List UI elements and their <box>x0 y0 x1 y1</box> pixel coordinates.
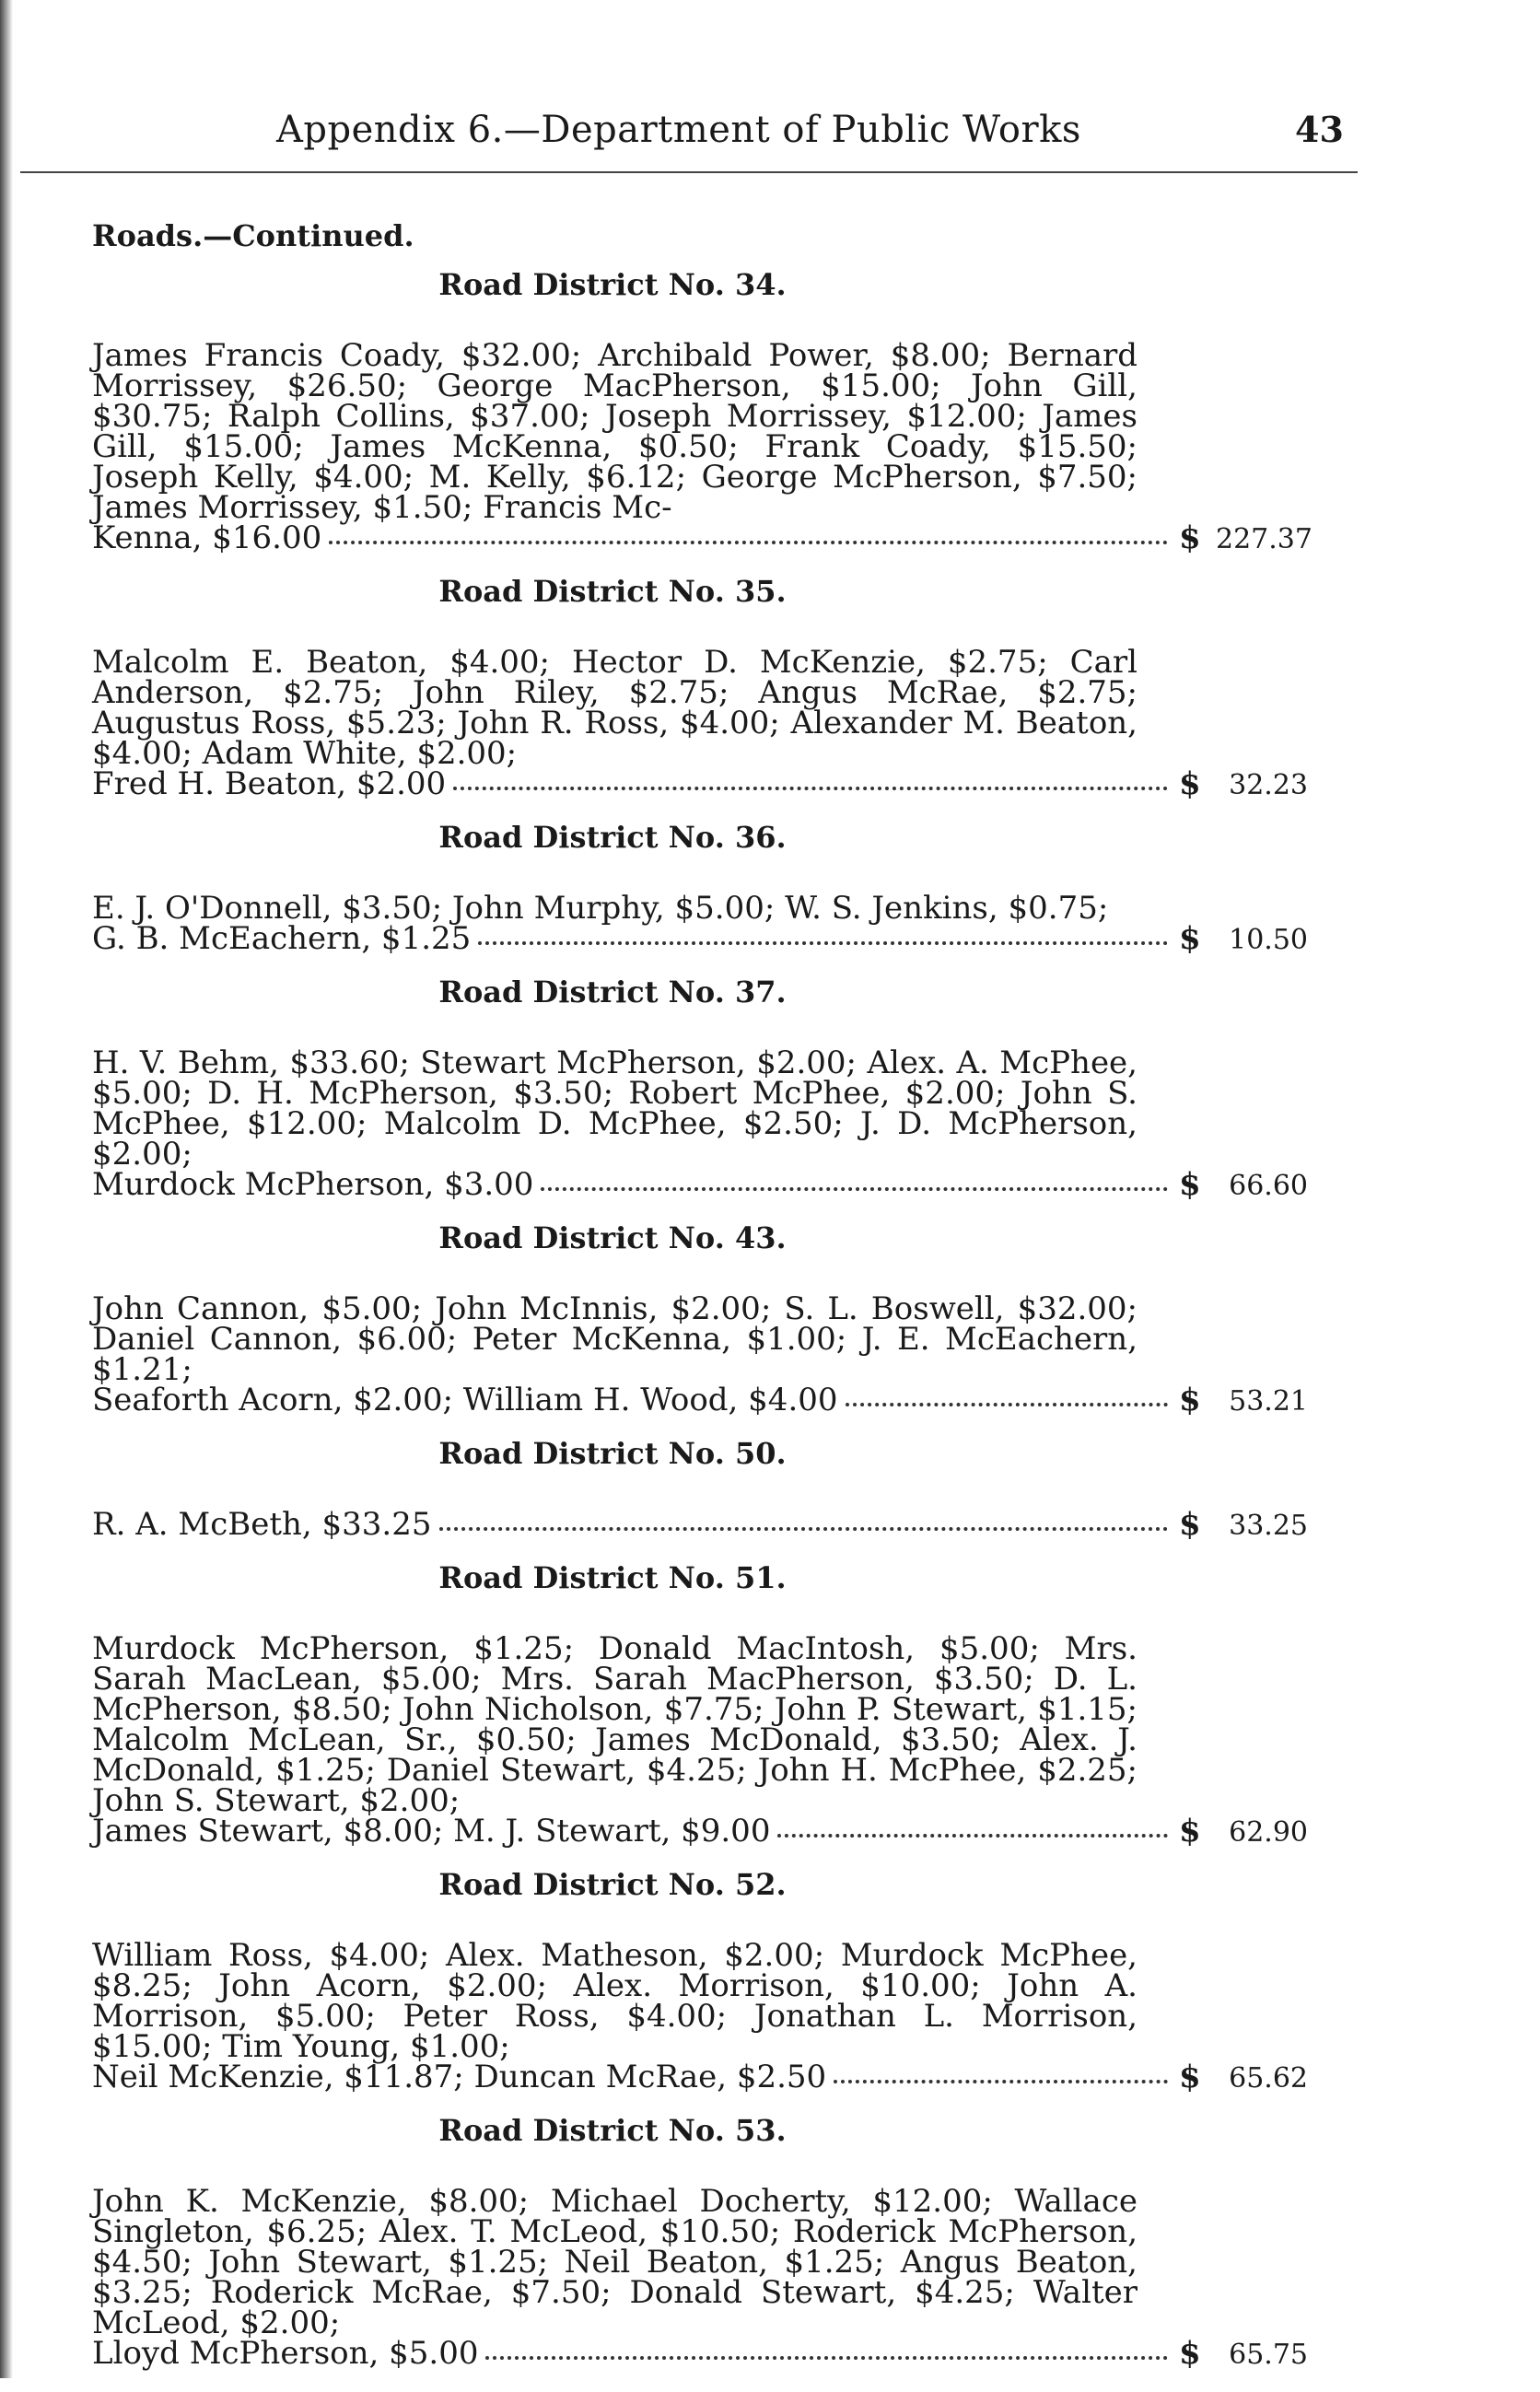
district-entries: Murdock McPherson, $1.25; Donald MacIntosh, $5.00; Mrs. Sarah MacLean, $5.00; Mrs. Sarah MacPherson, $3.50; D. L. McPherson, $8.50; John Nicholson, $7.75; John P. Stewart, $1.15; Malcolm McLean, Sr., $0.50; James McDonald, $3.50; Alex. J. McDonald, $1.25; Daniel Stewart, $4.25; John H. McPhee, $2.25; John S. Stewart, $2.00; <box>92 1630 1138 1819</box>
currency-sign: $ <box>1179 1166 1201 1203</box>
district-total-line <box>92 1813 1308 1849</box>
district-total-line <box>92 2335 1308 2372</box>
page-header <box>0 109 1540 164</box>
district-total: 33.25 <box>1229 1510 1308 1542</box>
district-last-entry: Seaforth Acorn, $2.00; William H. Wood, $4.00 <box>92 1382 838 1418</box>
running-title: Appendix 6.—Department of Public Works <box>276 109 1081 151</box>
district-heading: Road District No. 36. <box>438 820 787 855</box>
district-total: 66.60 <box>1229 1170 1308 1202</box>
dot-leader <box>453 786 1168 790</box>
district-entries: William Ross, $4.00; Alex. Matheson, $2.00; Murdock McPhee, $8.25; John Acorn, $2.00; Alex. Morrison, $10.00; John A. Morrison, $5.00; Peter Ross, $4.00; Jonathan L. Morrison, $15.00; Tim Young, $1.00; <box>92 1937 1138 2065</box>
district-total-line <box>92 2059 1308 2095</box>
district-total: 10.50 <box>1229 924 1308 956</box>
district-total-line <box>92 1166 1308 1203</box>
district-total: 65.62 <box>1229 2062 1308 2094</box>
district-heading: Road District No. 52. <box>438 1867 787 1902</box>
dot-leader <box>846 1402 1168 1406</box>
district-entries: E. J. O'Donnell, $3.50; John Murphy, $5.00; W. S. Jenkins, $0.75; <box>92 890 1109 927</box>
district-total-line <box>92 1506 1308 1543</box>
district-entries: John Cannon, $5.00; John McInnis, $2.00; S. L. Boswell, $32.00; Daniel Cannon, $6.00; Peter McKenna, $1.00; J. E. McEachern, $1.21; <box>92 1290 1138 1388</box>
dot-leader <box>478 940 1168 945</box>
district-heading: Road District No. 34. <box>438 267 787 302</box>
road-district-43 <box>92 1220 1308 1418</box>
road-district-51 <box>92 1560 1308 1849</box>
currency-sign: $ <box>1179 2059 1201 2095</box>
currency-sign: $ <box>1179 1382 1201 1418</box>
dot-leader <box>485 2355 1168 2360</box>
book-binding-edge <box>0 0 13 2378</box>
district-heading: Road District No. 51. <box>438 1560 787 1595</box>
page-number: 43 <box>1295 109 1344 150</box>
district-heading: Road District No. 53. <box>438 2113 787 2148</box>
road-district-53 <box>92 2113 1308 2372</box>
currency-sign: $ <box>1179 1506 1201 1543</box>
district-last-entry: Kenna, $16.00 <box>92 519 322 556</box>
district-total-line <box>92 519 1312 556</box>
district-last-entry: R. A. McBeth, $33.25 <box>92 1506 432 1543</box>
dot-leader <box>329 540 1168 544</box>
district-total: 227.37 <box>1216 523 1312 555</box>
currency-sign: $ <box>1179 519 1201 556</box>
dot-leader <box>439 1526 1169 1531</box>
district-total: 53.21 <box>1229 1385 1308 1418</box>
district-total: 32.23 <box>1229 769 1308 801</box>
currency-sign: $ <box>1179 2335 1201 2372</box>
road-district-37 <box>92 974 1308 1203</box>
dot-leader <box>541 1186 1168 1191</box>
dot-leader <box>777 1833 1168 1838</box>
currency-sign: $ <box>1179 765 1201 802</box>
district-total-line <box>92 1382 1308 1418</box>
currency-sign: $ <box>1179 1813 1201 1849</box>
district-last-entry: Murdock McPherson, $3.00 <box>92 1166 534 1203</box>
page-body <box>92 218 1312 2392</box>
district-last-entry: Lloyd McPherson, $5.00 <box>92 2335 479 2372</box>
district-total-line <box>92 920 1308 957</box>
section-label: Roads.—Continued. <box>92 218 414 253</box>
district-heading: Road District No. 37. <box>438 974 787 1009</box>
header-rule <box>20 171 1358 173</box>
district-heading: Road District No. 50. <box>438 1436 787 1471</box>
district-last-entry: Fred H. Beaton, $2.00 <box>92 765 447 802</box>
district-entries: H. V. Behm, $33.60; Stewart McPherson, $2.00; Alex. A. McPhee, $5.00; D. H. McPherson, $3.50; Robert McPhee, $2.00; John S. McPhee, $12.00; Malcolm D. McPhee, $2.50; J. D. McPherson, $2.00; <box>92 1044 1138 1173</box>
district-total: 65.75 <box>1229 2339 1308 2371</box>
district-heading: Road District No. 35. <box>438 574 787 609</box>
district-entries: Malcolm E. Beaton, $4.00; Hector D. McKenzie, $2.75; Carl Anderson, $2.75; John Riley, $2.75; Angus McRae, $2.75; Augustus Ross, $5.23; John R. Ross, $4.00; Alexander M. Beaton, $4.00; Adam White, $2.00; <box>92 644 1138 772</box>
road-district-34 <box>92 267 1312 556</box>
road-district-35 <box>92 574 1308 802</box>
dot-leader <box>834 2079 1168 2083</box>
district-last-entry: Neil McKenzie, $11.87; Duncan McRae, $2.50 <box>92 2059 827 2095</box>
district-last-entry: James Stewart, $8.00; M. J. Stewart, $9.00 <box>92 1813 771 1849</box>
district-heading: Road District No. 43. <box>438 1220 787 1255</box>
road-district-52 <box>92 1867 1308 2095</box>
district-total: 62.90 <box>1229 1816 1308 1849</box>
district-last-entry: G. B. McEachern, $1.25 <box>92 920 472 957</box>
road-district-36 <box>92 820 1308 957</box>
district-entries: James Francis Coady, $32.00; Archibald Power, $8.00; Bernard Morrissey, $26.50; George MacPherson, $15.00; John Gill, $30.75; Ralph Collins, $37.00; Joseph Morrissey, $12.00; James Gill, $15.00; James McKenna, $0.50; Frank Coady, $15.50; Joseph Kelly, $4.00; M. Kelly, $6.12; George McPherson, $7.50; James Morrissey, $1.50; Francis Mc- <box>92 337 1138 526</box>
currency-sign: $ <box>1179 920 1201 957</box>
district-entries: John K. McKenzie, $8.00; Michael Docherty, $12.00; Wallace Singleton, $6.25; Alex. T. McLeod, $10.50; Roderick McPherson, $4.50; John Stewart, $1.25; Neil Beaton, $1.25; Angus Beaton, $3.25; Roderick McRae, $7.50; Donald Stewart, $4.25; Walter McLeod, $2.00; <box>92 2183 1138 2341</box>
district-total-line <box>92 765 1308 802</box>
road-district-50 <box>92 1436 1308 1543</box>
